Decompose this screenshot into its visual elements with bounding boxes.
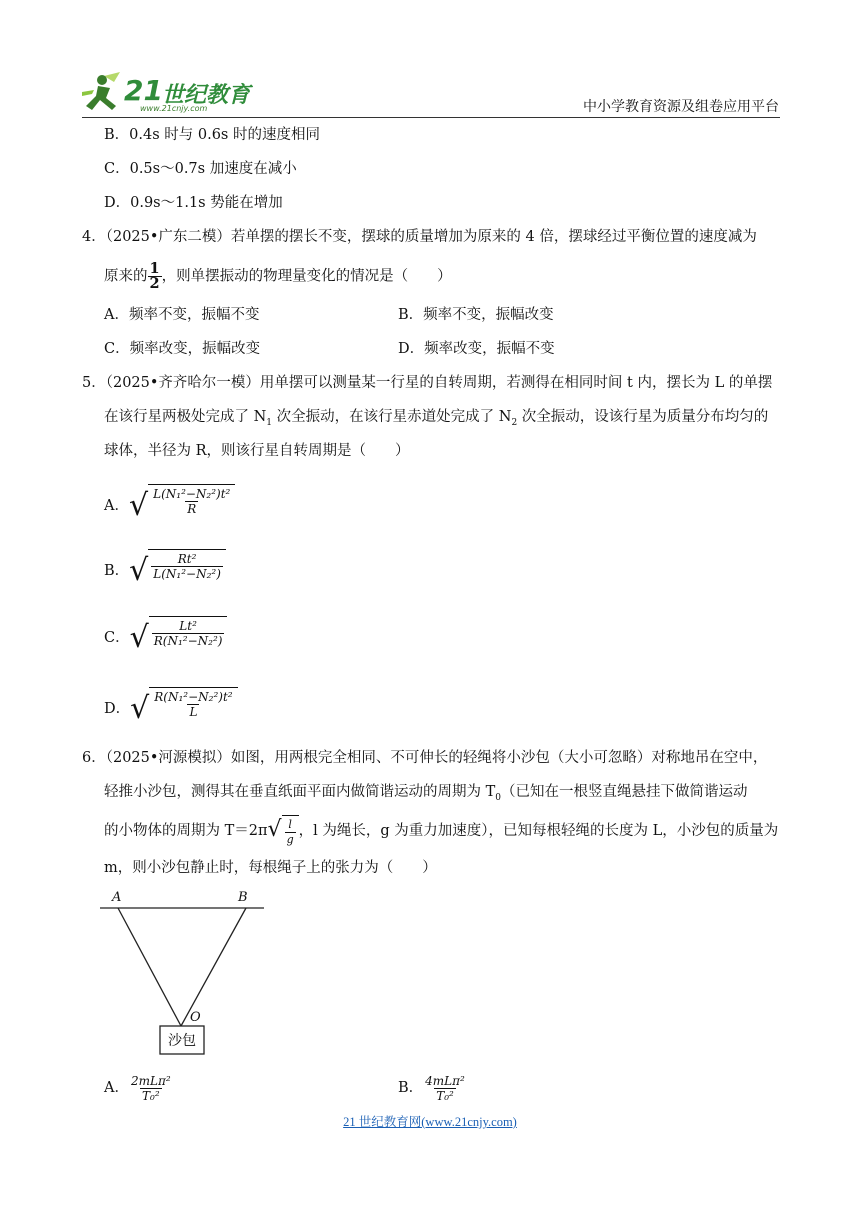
q4-option-c: C．频率改变，振幅改变	[104, 341, 261, 357]
q6-stem-line4: m，则小沙包静止时，每根绳子上的张力为（ ）	[104, 860, 437, 876]
header-rule	[82, 117, 780, 118]
footer	[0, 1111, 860, 1130]
footer-link[interactable]: 21 世纪教育网(www.21cnjy.com)	[343, 1115, 517, 1129]
q4-option-b: B．频率不变，振幅改变	[398, 307, 554, 323]
q6-option-b-fraction: $\frac{\text{4mLπ²}}{\text{T₀²}}$	[425, 1073, 465, 1103]
q6-stem-line3: 的小物体的周期为 T＝2π √ $\frac{l}{g}$ ，l 为绳长，g 为重力加速度），已知每根轻绳的长度为 L，小沙包的质量为	[104, 817, 779, 846]
sandbag-label: 沙包	[168, 1033, 196, 1049]
sqrt-expression: √ $\frac{\text{Rt²}}{\text{L(N₁²−N₂²)}}$	[129, 549, 226, 593]
sqrt-expression: √ $\frac{\text{Lt²}}{\text{R(N₁²−N₂²)}}$	[130, 616, 228, 660]
point-a-label: A	[112, 890, 122, 905]
rope-right	[181, 908, 246, 1026]
rope-left	[118, 908, 181, 1026]
pendulum-figure	[98, 888, 268, 1060]
point-o-label: O	[190, 1010, 201, 1025]
q5-stem-line3: 球体，半径为 R，则该行星自转周期是（ ）	[104, 443, 410, 459]
logo-number: 21	[124, 74, 163, 107]
q4-stem-line2: 原来的 $\frac{1}{2}$ ，则单摆振动的物理量变化的情况是（ ）	[104, 260, 452, 292]
q4-option-d: D．频率改变，振幅不变	[398, 341, 555, 357]
q5-option-c: C． √ $\frac{\text{Lt²}}{\text{R(N₁²−N₂²)}}$	[104, 614, 227, 662]
q6-stem-line2: 轻推小沙包，测得其在垂直纸面平面内做简谐运动的周期为 $T_0$（已知在一根竖直绳悬挂下做简谐运动	[104, 784, 748, 803]
q6-option-a-fraction: $\frac{\text{2mLπ²}}{\text{T₀²}}$	[130, 1073, 171, 1103]
q6-option-a: A． $\frac{\text{2mLπ²}}{\text{T₀²}}$	[104, 1073, 171, 1103]
site-logo	[80, 70, 250, 116]
q4-stem-line1: 4．（2025•广东二模）若单摆的摆长不变，摆球的质量增加为原来的 4 倍，摆球经过平衡位置的速度减为	[82, 229, 757, 245]
q5-option-a: A． √ $\frac{\text{L(N₁²−N₂²)t²}}{R}$	[104, 482, 235, 530]
platform-title: 中小学教育资源及组卷应用平台	[583, 99, 779, 115]
q5-stem-line2: 在该行星两极处完成了 $N_1$ 次全振动，在该行星赤道处完成了 $N_2$ 次全振动，设该行星为质量分布均匀的	[104, 409, 769, 428]
q5-option-b: B． √ $\frac{\text{Rt²}}{\text{L(N₁²−N₂²)}}$	[104, 547, 226, 595]
q3-option-d: D．0.9s～1.1s 势能在增加	[104, 195, 283, 211]
sqrt-expression: √ $\frac{l}{g}$	[268, 815, 299, 847]
sqrt-expression: √ $\frac{\text{L(N₁²−N₂²)t²}}{R}$	[129, 484, 235, 528]
q4-fraction: $\frac{1}{2}$	[149, 260, 160, 292]
q3-option-b: B．0.4s 时与 0.6s 时的速度相同	[104, 127, 320, 143]
q5-stem-line1: 5．（2025•齐齐哈尔一模）用单摆可以测量某一行星的自转周期，若测得在相同时间 t 内，摆长为 L 的单摆	[82, 375, 773, 391]
q4-option-a: A．频率不变，振幅不变	[104, 307, 260, 323]
q3-option-c: C．0.5s～0.7s 加速度在减小	[104, 161, 297, 177]
logo-url: www.21cnjy.com	[140, 104, 208, 113]
sqrt-expression: √ $\frac{\text{R(N₁²−N₂²)t²}}{L}$	[130, 687, 237, 731]
point-b-label: B	[238, 890, 248, 905]
q6-option-b: B． $\frac{\text{4mLπ²}}{\text{T₀²}}$	[398, 1073, 465, 1103]
logo-text: 世纪教育	[162, 83, 251, 108]
q6-stem-line1: 6．（2025•河源模拟）如图，用两根完全相同、不可伸长的轻绳将小沙包（大小可忽略）对称地吊在空中，	[82, 750, 768, 766]
q5-option-d: D． √ $\frac{\text{R(N₁²−N₂²)t²}}{L}$	[104, 685, 238, 733]
runner-logo-icon	[80, 70, 130, 114]
